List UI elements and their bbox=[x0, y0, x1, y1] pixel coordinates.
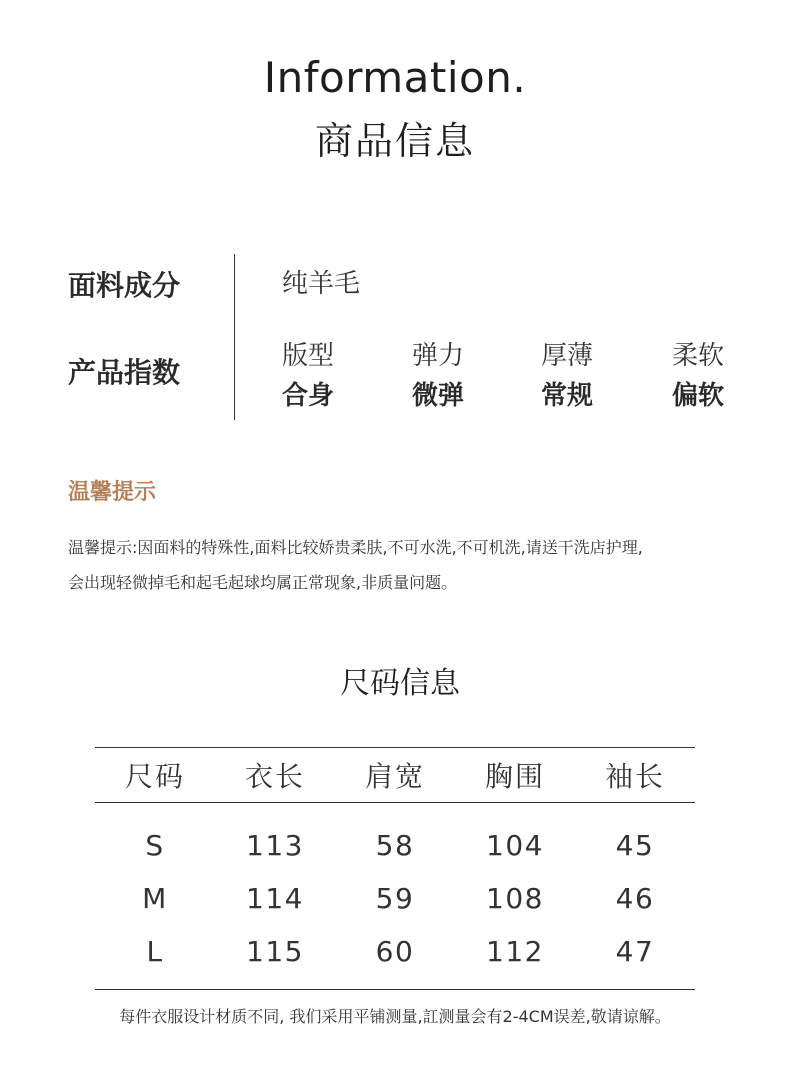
fabric-label: 面料成分 bbox=[68, 269, 181, 302]
metric-value: 常规 bbox=[541, 381, 594, 411]
tip-heading: 温馨提示 bbox=[68, 480, 157, 505]
metric-softness bbox=[672, 338, 724, 414]
table-cell: 112 bbox=[455, 925, 575, 990]
metric-value: 偏软 bbox=[672, 381, 725, 411]
table-cell: 114 bbox=[246, 882, 304, 915]
table-row bbox=[95, 819, 695, 872]
tip-body bbox=[68, 530, 728, 600]
table-cell: 108 bbox=[486, 882, 544, 915]
header-chest: 胸围 bbox=[455, 748, 575, 803]
table-row bbox=[95, 872, 695, 925]
header-length: 衣长 bbox=[215, 748, 335, 803]
metric-value: 微弹 bbox=[412, 381, 465, 411]
size-title: 尺码信息 bbox=[340, 666, 460, 701]
title-en: Information. bbox=[263, 53, 527, 102]
divider-vertical bbox=[234, 254, 235, 420]
table-cell: S bbox=[145, 829, 165, 862]
metric-elasticity bbox=[412, 338, 464, 414]
size-table bbox=[95, 747, 695, 990]
table-cell: 45 bbox=[615, 829, 655, 862]
tip-line: 会出现轻微掉毛和起毛起球均属正常现象,非质量问题。 bbox=[68, 573, 458, 592]
index-label: 产品指数 bbox=[68, 356, 181, 389]
table-row bbox=[95, 803, 695, 820]
metric-fit bbox=[282, 338, 334, 414]
header-sleeve: 袖长 bbox=[575, 748, 695, 803]
table-cell: 59 bbox=[375, 882, 415, 915]
metric-name: 弹力 bbox=[412, 341, 465, 371]
metric-thickness bbox=[541, 338, 593, 414]
measurement-note: 每件衣服设计材质不同, 我们采用平铺测量,訌测量会有2-4CM误差,敬请谅解。 bbox=[119, 1007, 671, 1026]
title-cn: 商品信息 bbox=[314, 119, 475, 163]
metric-name: 柔软 bbox=[672, 341, 725, 371]
header-shoulder: 肩宽 bbox=[335, 748, 455, 803]
table-spacer bbox=[95, 803, 695, 820]
metric-value: 合身 bbox=[282, 381, 335, 411]
metric-name: 厚薄 bbox=[541, 341, 594, 371]
table-cell: 47 bbox=[575, 925, 695, 990]
table-header-row bbox=[95, 748, 695, 803]
fabric-value: 纯羊毛 bbox=[282, 269, 361, 299]
table-cell: 46 bbox=[615, 882, 655, 915]
size-table-wrap bbox=[95, 747, 695, 990]
header-size: 尺码 bbox=[95, 748, 215, 803]
table-cell: 115 bbox=[215, 925, 335, 990]
table-cell: M bbox=[142, 882, 168, 915]
metric-name: 版型 bbox=[282, 341, 335, 371]
tip-line: 温馨提示:因面料的特殊性,面料比较娇贵柔肤,不可水洗,不可机洗,请送干洗店护理, bbox=[68, 538, 643, 557]
table-cell: 60 bbox=[335, 925, 455, 990]
table-cell: 58 bbox=[375, 829, 415, 862]
table-cell: 113 bbox=[246, 829, 304, 862]
table-cell: 104 bbox=[486, 829, 544, 862]
table-row bbox=[95, 925, 695, 990]
table-cell: L bbox=[95, 925, 215, 990]
